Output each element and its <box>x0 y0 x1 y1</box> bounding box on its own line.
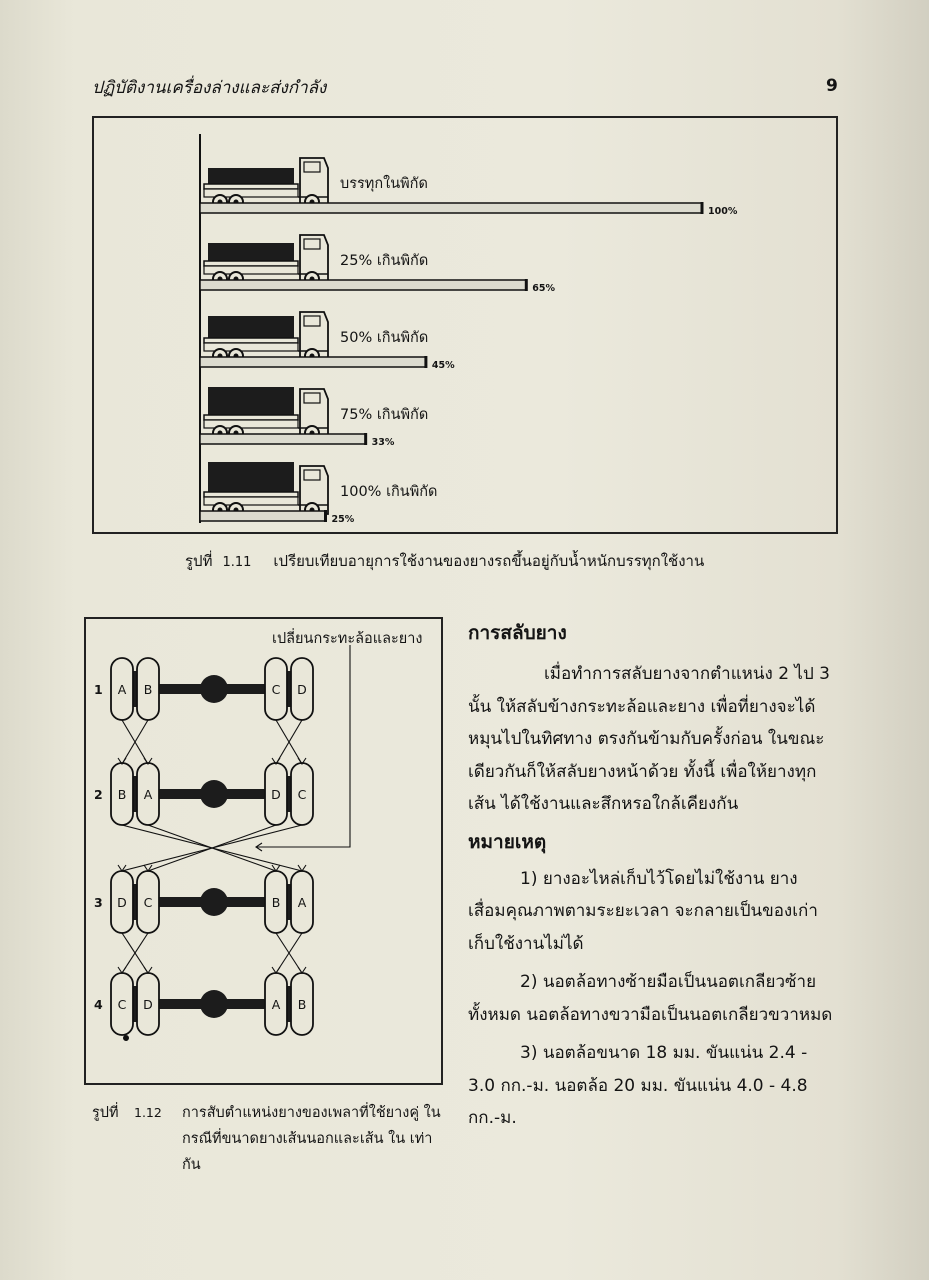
tire-letter: D <box>117 895 127 910</box>
tire <box>291 763 313 825</box>
caption-text: การสับตำแหน่งยางของเพลาที่ใช้ยางคู่ ในกรณีที่ขนาดยางเส้นนอกและเส้น ใน เท่ากัน <box>182 1105 441 1173</box>
tire-letter: B <box>297 997 307 1012</box>
value-label: 33% <box>371 437 395 448</box>
heading-notes: หมายเหตุ <box>468 830 547 853</box>
tire <box>111 658 133 720</box>
truck-icon <box>204 235 328 286</box>
tire-letter: C <box>117 997 127 1012</box>
bar <box>200 203 702 213</box>
truck-icon <box>204 462 328 517</box>
category-label: 100% เกินพิกัด <box>340 484 438 500</box>
tire <box>137 763 159 825</box>
tire <box>111 973 133 1035</box>
bar <box>200 280 526 290</box>
tire-letter: B <box>143 682 153 697</box>
figure-1-11-caption <box>185 549 704 573</box>
tire <box>265 973 287 1035</box>
heading-tire-rotation: การสลับยาง <box>468 622 567 644</box>
bar <box>200 434 366 444</box>
caption-text: เปรียบเทียบอายุการใช้งานของยางรถขึ้นอยู่กับน้ำหนักบรรทุกใช้งาน <box>273 552 705 570</box>
bar <box>200 357 426 367</box>
caption-label: รูปที่ <box>92 1105 119 1121</box>
tire <box>137 871 159 933</box>
tire-letter: A <box>117 682 127 697</box>
tire-letter: C <box>297 787 307 802</box>
body-text-column <box>468 618 833 1135</box>
tire-letter: A <box>271 997 281 1012</box>
row-number: 3 <box>94 895 103 910</box>
value-label: 25% <box>331 514 355 525</box>
tire <box>291 871 313 933</box>
truck-icon <box>204 312 328 363</box>
tire <box>111 871 133 933</box>
value-label: 45% <box>431 360 455 371</box>
tire-letter: D <box>271 787 281 802</box>
valve-mark <box>123 1035 129 1041</box>
tire <box>291 658 313 720</box>
figure-1-12-frame <box>84 617 443 1085</box>
tire-rotation-diagram <box>86 619 441 1083</box>
tire <box>111 763 133 825</box>
running-title: ปฏิบัติงานเครื่องล่างและส่งกำลัง <box>92 78 327 98</box>
tire-letter: B <box>117 787 127 802</box>
row-number: 4 <box>94 997 103 1012</box>
page-number: 9 <box>826 76 838 96</box>
note-item-3: 3) นอตล้อขนาด 18 มม. ขันแน่น 2.4 - 3.0 กก.-ม. นอตล้อ 20 มม. ขันแน่น 4.0 - 4.8 กก.-ม. <box>468 1043 808 1128</box>
tire-letter: C <box>271 682 281 697</box>
tire <box>265 658 287 720</box>
tire <box>265 871 287 933</box>
value-label: 100% <box>708 206 738 217</box>
bar <box>200 511 326 521</box>
note-item-2: 2) นอตล้อทางซ้ายมือเป็นนอตเกลียวซ้ายทั้งหมด นอตล้อทางขวามือเป็นนอตเกลียวขวาหมด <box>468 972 833 1025</box>
tire <box>137 658 159 720</box>
tire-letter: A <box>143 787 153 802</box>
tire-letter: B <box>271 895 281 910</box>
truck-icon <box>204 387 328 440</box>
row-number: 2 <box>94 787 103 802</box>
tire-letter: D <box>297 682 307 697</box>
truck-icon <box>204 158 328 209</box>
tire-letter: D <box>143 997 153 1012</box>
tire <box>137 973 159 1035</box>
value-label: 65% <box>532 283 556 294</box>
caption-number: 1.12 <box>134 1105 162 1120</box>
category-label: 50% เกินพิกัด <box>340 330 429 346</box>
caption-number: 1.11 <box>222 555 252 570</box>
category-label: บรรทุกในพิกัด <box>340 176 428 192</box>
tire-letter: C <box>143 895 153 910</box>
row-number: 1 <box>94 682 103 697</box>
tire-life-bar-chart <box>94 118 836 532</box>
category-label: 25% เกินพิกัด <box>340 253 429 269</box>
note-item-1: 1) ยางอะไหล่เก็บไว้โดยไม่ใช้งาน ยางเสื่อมคุณภาพตามระยะเวลา จะกลายเป็นของเก่าเก็บใช้งานไม่ได้ <box>468 868 818 954</box>
tire-letter: A <box>297 895 307 910</box>
category-label: 75% เกินพิกัด <box>340 407 429 423</box>
figure-1-11-frame <box>92 116 838 534</box>
tire <box>291 973 313 1035</box>
paragraph-rotation: เมื่อทำการสลับยางจากตำแหน่ง 2 ไป 3 นั้น ให้สลับข้างกระทะล้อและยาง เพื่อที่ยางจะได้หมุนไปในทิศทาง ตรงกันข้ามกับครั้งก่อน ในขณะเดียวกันก็ให้สลับยางหน้าด้วย ทั้งนี้ เพื่อให้ยางทุกเส้น ได้ใช้งานและสึกหรอใกล้เคียงกัน <box>468 664 830 814</box>
tire <box>265 763 287 825</box>
diagram-title: เปลี่ยนกระทะล้อและยาง <box>272 631 423 647</box>
caption-label: รูปที่ <box>185 552 213 570</box>
